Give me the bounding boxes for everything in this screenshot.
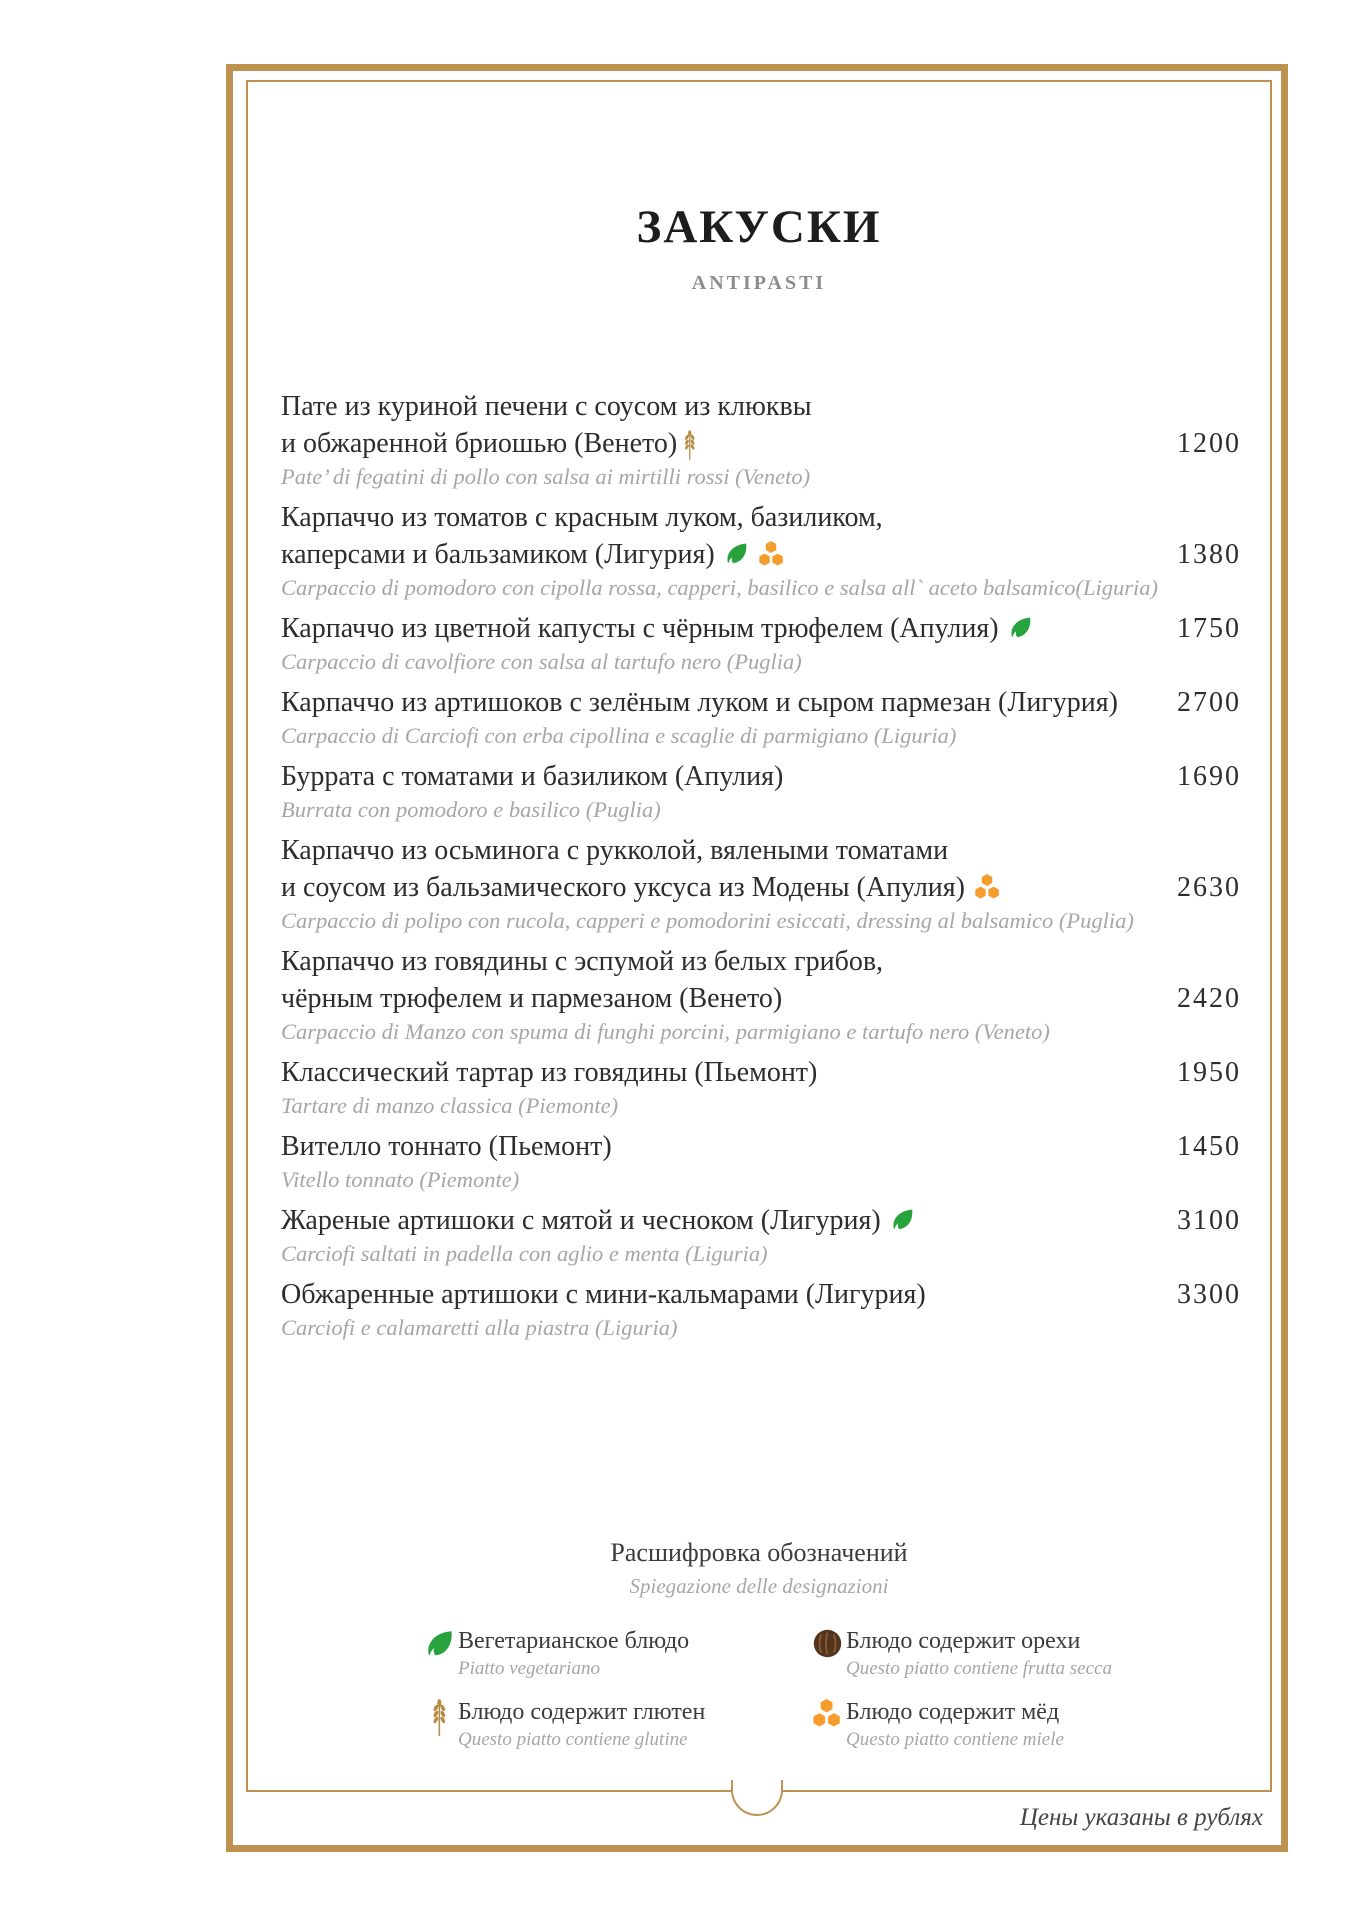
item-name-text: Жареные артишоки с мятой и чесноком (Лигурия) xyxy=(281,1205,881,1236)
legend-entry-russian: Блюдо содержит глютен xyxy=(458,1699,706,1725)
leaf-icon xyxy=(724,541,749,566)
item-description-italian: Pate’ di fegatini di pollo con salsa ai mirtilli rossi (Veneto) xyxy=(281,464,811,489)
legend-entry-text xyxy=(846,1697,1064,1752)
legend-icon-box xyxy=(420,1626,458,1659)
legend-entry-russian: Блюдо содержит орехи xyxy=(846,1628,1081,1654)
menu-item xyxy=(281,943,1241,1047)
item-name-line: Карпаччо из осьминога с рукколой, вялеными томатами xyxy=(281,835,949,866)
item-name-text: и соусом из бальзамического уксуса из Модены (Апулия) xyxy=(281,872,965,903)
item-description-italian: Vitello tonnato (Piemonte) xyxy=(281,1167,520,1192)
item-name-line xyxy=(281,610,1241,647)
item-name-line xyxy=(281,1276,1241,1313)
item-price: 3300 xyxy=(1177,1279,1241,1310)
item-description-italian: Burrata con pomodoro e basilico (Puglia) xyxy=(281,797,661,822)
item-name-line xyxy=(281,536,1241,573)
menu-item xyxy=(281,832,1241,936)
item-name-text: Вителло тоннато (Пьемонт) xyxy=(281,1131,612,1162)
item-name-line xyxy=(281,684,1241,721)
honey-icon xyxy=(812,1699,841,1727)
item-name-line xyxy=(281,425,1241,462)
item-price: 2630 xyxy=(1177,872,1241,903)
wheat-icon xyxy=(431,1699,448,1736)
item-name-line xyxy=(281,869,1241,906)
legend-entry-italian: Questo piatto contiene miele xyxy=(846,1729,1064,1750)
menu-item xyxy=(281,610,1241,677)
footer-note: Цены указаны в рублях xyxy=(1019,1804,1263,1831)
menu-item xyxy=(281,1054,1241,1121)
page-title: ЗАКУСКИ xyxy=(636,201,882,253)
item-price: 1450 xyxy=(1177,1131,1241,1162)
item-description-italian: Carpaccio di Carciofi con erba cipollina e scaglie di parmigiano (Liguria) xyxy=(281,723,957,748)
item-description-italian: Tartare di manzo classica (Piemonte) xyxy=(281,1093,619,1118)
menu-item xyxy=(281,758,1241,825)
menu-item xyxy=(281,388,1241,492)
item-name-text: Буррата с томатами и базиликом (Апулия) xyxy=(281,761,784,792)
item-name-text: Классический тартар из говядины (Пьемонт) xyxy=(281,1057,818,1088)
item-price: 3100 xyxy=(1177,1205,1241,1236)
wheat-icon xyxy=(683,430,697,460)
item-name-text: Обжаренные артишоки с мини-кальмарами (Лигурия) xyxy=(281,1279,926,1310)
legend-icon-box xyxy=(808,1697,846,1727)
item-name-line: Пате из куриной печени с соусом из клюквы xyxy=(281,391,812,422)
legend-title: Расшифровка обозначений xyxy=(610,1538,908,1567)
menu-item xyxy=(281,684,1241,751)
menu-item-list xyxy=(281,388,1241,1350)
item-name-line xyxy=(281,1128,1241,1165)
legend-entry-italian: Questo piatto contiene frutta secca xyxy=(846,1658,1112,1679)
item-price: 2700 xyxy=(1177,687,1241,718)
menu-item xyxy=(281,1276,1241,1343)
item-name-line xyxy=(281,980,1241,1017)
legend-entry-text xyxy=(846,1626,1112,1681)
legend xyxy=(420,1626,1138,1752)
item-name-text: каперсами и бальзамиком (Лигурия) xyxy=(281,539,715,570)
legend-entry xyxy=(420,1697,750,1752)
leaf-icon xyxy=(424,1628,455,1659)
item-name-line xyxy=(281,758,1241,795)
leaf-icon xyxy=(890,1207,915,1232)
menu-item xyxy=(281,1202,1241,1269)
item-description-italian: Carpaccio di polipo con rucola, capperi e pomodorini esiccati, dressing al balsamico (Puglia) xyxy=(281,908,1134,933)
honey-icon xyxy=(974,874,1000,899)
item-name-line: Карпаччо из говядины с эспумой из белых грибов, xyxy=(281,946,884,977)
legend-entry xyxy=(808,1626,1138,1681)
menu-item xyxy=(281,1128,1241,1195)
item-price: 2420 xyxy=(1177,983,1241,1014)
item-description-italian: Carpaccio di Manzo con spuma di funghi porcini, parmigiano e tartufo nero (Veneto) xyxy=(281,1019,1050,1044)
leaf-icon xyxy=(1008,615,1033,640)
item-price: 1950 xyxy=(1177,1057,1241,1088)
item-description-italian: Carciofi e calamaretti alla piastra (Liguria) xyxy=(281,1315,678,1340)
item-name-text: чёрным трюфелем и пармезаном (Венето) xyxy=(281,983,783,1014)
item-price: 1380 xyxy=(1177,539,1241,570)
item-name-text: Карпаччо из артишоков с зелёным луком и сыром пармезан (Лигурия) xyxy=(281,687,1118,718)
item-name-text: и обжаренной бриошью (Венето) xyxy=(281,428,678,459)
honey-icon xyxy=(758,541,784,566)
item-price: 1200 xyxy=(1177,428,1241,459)
legend-entry-text xyxy=(458,1697,705,1752)
legend-entry-text xyxy=(458,1626,689,1681)
menu-item xyxy=(281,499,1241,603)
item-name-line xyxy=(281,1202,1241,1239)
nut-icon xyxy=(812,1628,843,1659)
item-price: 1750 xyxy=(1177,613,1241,644)
item-name-line xyxy=(281,1054,1241,1091)
legend-entry xyxy=(808,1697,1138,1752)
legend-entry-italian: Questo piatto contiene glutine xyxy=(458,1729,688,1750)
legend-icon-box xyxy=(808,1626,846,1659)
legend-entry-russian: Блюдо содержит мёд xyxy=(846,1699,1060,1725)
legend-entry xyxy=(420,1626,750,1681)
legend-entry-italian: Piatto vegetariano xyxy=(458,1658,600,1679)
page-subtitle: ANTIPASTI xyxy=(691,272,827,294)
item-name-line: Карпаччо из томатов с красным луком, базиликом, xyxy=(281,502,883,533)
item-description-italian: Carpaccio di pomodoro con cipolla rossa, capperi, basilico e salsa all` aceto balsamico(Liguria) xyxy=(281,575,1159,600)
item-name-text: Карпаччо из цветной капусты с чёрным трюфелем (Апулия) xyxy=(281,613,999,644)
legend-entry-russian: Вегетарианское блюдо xyxy=(458,1628,690,1654)
item-description-italian: Carpaccio di cavolfiore con salsa al tartufo nero (Puglia) xyxy=(281,649,802,674)
legend-subtitle: Spiegazione delle designazioni xyxy=(629,1574,889,1598)
legend-icon-box xyxy=(420,1697,458,1736)
item-price: 1690 xyxy=(1177,761,1241,792)
item-description-italian: Carciofi saltati in padella con aglio e menta (Liguria) xyxy=(281,1241,768,1266)
